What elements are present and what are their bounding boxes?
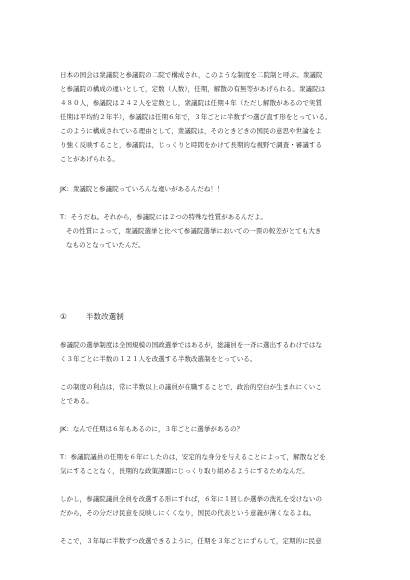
intro-line: ４８０人，参議院は２４２人を定数とし，衆議院は任期４年（ただし解散があるので実質 <box>60 99 322 107</box>
teacher-answer-cont: なものとなっていたんだ。 <box>66 241 145 249</box>
section-heading <box>60 313 124 321</box>
intro-line: と参議院の構成の違いとして，定数（人数），任期，解散の有無等があげられる。衆議院は <box>60 85 326 93</box>
paragraph-line: しかし，参議院議員全員を改選する形にすれば，６年に１回しか選挙の洗礼を受けないの <box>60 495 322 503</box>
intro-line: 任期は平均約２年半），参議院は任期６年で，３年ごとに半数ずつ選び直す形をとっている。 <box>60 113 332 121</box>
paragraph-line: とである。 <box>60 397 93 405</box>
section-number: ① <box>60 312 67 321</box>
paragraph-line: く３年ごとに半数の１２１人を改選する半数改選制をとっている。 <box>60 355 257 363</box>
paragraph-line: そこで，３年毎に半数ずつ改選できるように，任期を３年ごとにずらして，定期的に民意 <box>60 537 322 545</box>
paragraph-line: 参議院の選挙制度は全国規模の国政選挙ではあるが，総議員を一斉に選出するわけではな <box>60 341 322 349</box>
intro-line: 日本の国会は衆議院と参議院の二院で構成され，このような制度を二院制と呼ぶ。衆議院 <box>60 71 323 79</box>
intro-line: り強く反映すること，参議院は，じっくりと時間をかけて長期的な視野で調査・審議する <box>60 141 322 149</box>
teacher-answer: T：そうだね。それから，参議院には２つの特殊な性質があるんだよ。 <box>60 213 268 221</box>
section-title: 半数改選制 <box>86 312 124 321</box>
teacher-answer: T：参議院議員の任期を６年にしたのは，安定的な身分を与えることによって，解散などを <box>60 453 326 461</box>
paragraph-line: この制度の利点は，常に半数以上の議員が在職することで，政治的空白が生まれにくいこ <box>60 383 322 391</box>
intro-line: ことがあげられる。 <box>60 155 119 163</box>
student-question: JK：衆議院と参議院っていろんな違いがあるんだね！！ <box>60 185 224 193</box>
paragraph-line: だから，その分だけ民意を反映しにくくなり，国民の代表という意義が薄くなるよね。 <box>60 509 316 517</box>
teacher-answer-cont: その性質によって，衆議院選挙と比べて参議院選挙においての一票の較差がとても大き <box>66 227 322 235</box>
intro-line: このように構成されている理由として，衆議院は，そのときどきの国民の意思や世論をよ <box>60 127 322 135</box>
student-question: JK：なんで任期は６年もあるのに，３年ごとに選挙があるの？ <box>60 425 244 433</box>
teacher-answer: 気にすることなく，長期的な政策課題にじっくり取り組めるようにするためなんだ。 <box>60 467 309 475</box>
